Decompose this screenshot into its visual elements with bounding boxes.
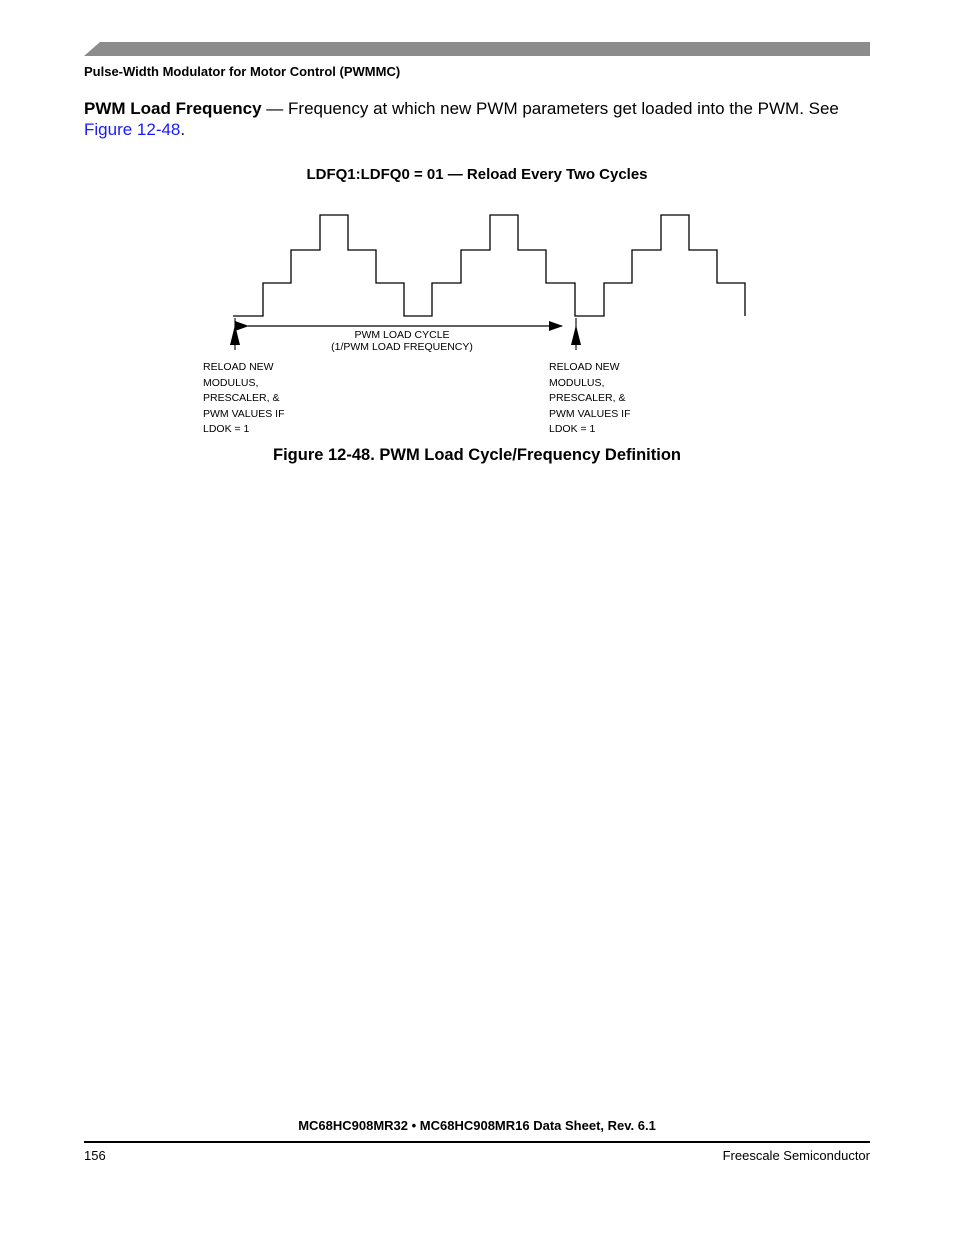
pwm-load-cycle-diagram: [0, 0, 954, 460]
figure-caption: Figure 12-48. PWM Load Cycle/Frequency Definition: [273, 446, 681, 464]
footer-divider: [84, 1141, 870, 1143]
reload-note-left: [203, 360, 284, 438]
page-number: 156: [84, 1148, 106, 1163]
note-line: LDOK = 1: [549, 423, 596, 435]
definition-text: — Frequency at which new PWM parameters get loaded into the PWM. See: [261, 99, 839, 118]
note-line: MODULUS,: [203, 376, 259, 389]
note-line: MODULUS,: [549, 376, 605, 389]
section-title: Pulse-Width Modulator for Motor Control (PWMMC): [84, 64, 401, 79]
definition-end: .: [180, 120, 186, 139]
cycle-label-line2: (1/PWM LOAD FREQUENCY): [331, 341, 473, 353]
note-line: RELOAD NEW: [549, 361, 620, 373]
note-line: PWM VALUES IF: [203, 407, 285, 420]
publisher-name: Freescale Semiconductor: [722, 1148, 870, 1163]
note-line: RELOAD NEW: [203, 361, 274, 373]
note-line: PRESCALER, &: [203, 392, 280, 404]
pwm-staircase-waveform: [233, 215, 745, 316]
cycle-label-line1: PWM LOAD CYCLE: [354, 329, 450, 341]
definition-term: PWM Load Frequency: [84, 99, 262, 118]
footer-document-title: MC68HC908MR32 • MC68HC908MR16 Data Sheet, Rev. 6.1: [298, 1118, 656, 1133]
reload-pointer-left: [230, 325, 240, 345]
figure-link[interactable]: Figure 12-48: [84, 120, 181, 139]
note-line: LDOK = 1: [203, 423, 250, 435]
reload-pointer-right: [571, 325, 581, 345]
figure-subtitle: LDFQ1:LDFQ0 = 01 — Reload Every Two Cycles: [306, 166, 648, 183]
reload-note-right: [549, 360, 630, 438]
note-line: PRESCALER, &: [549, 392, 626, 404]
note-line: PWM VALUES IF: [549, 407, 631, 420]
